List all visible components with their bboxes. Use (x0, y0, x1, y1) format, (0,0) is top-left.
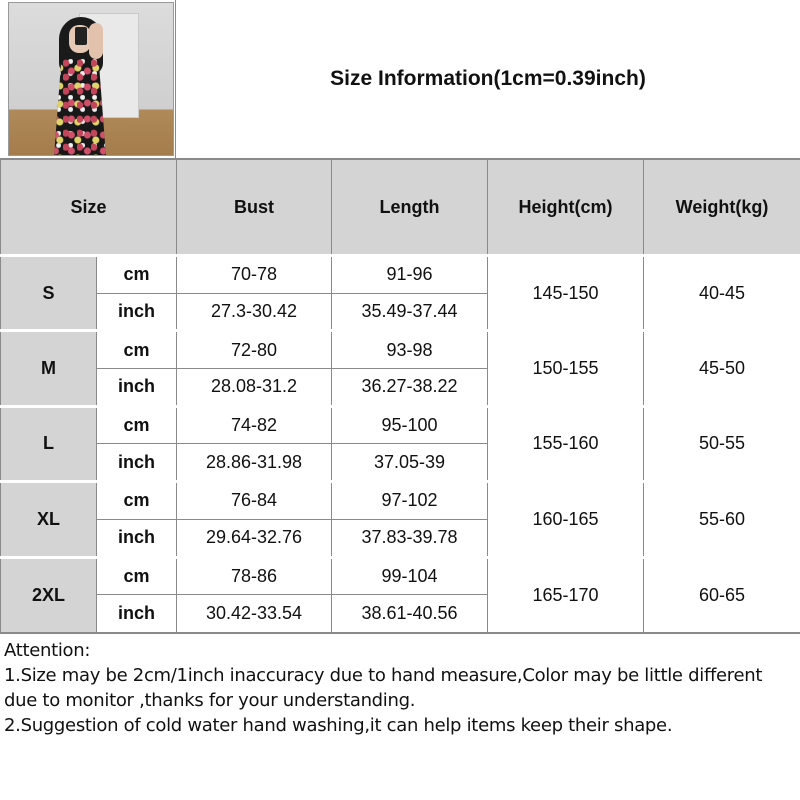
length-inch: 37.83-39.78 (332, 519, 488, 557)
notes-heading: Attention: (4, 640, 91, 661)
height-value: 145-150 (488, 256, 644, 331)
notes-line-1: 1.Size may be 2cm/1inch inaccuracy due to hand measure,Color may be little different due to monitor ,thanks for your understanding. (4, 665, 763, 711)
title-cell (176, 0, 800, 159)
size-label: XL (1, 482, 97, 557)
size-table (0, 159, 800, 633)
bust-inch: 27.3-30.42 (177, 293, 332, 331)
bust-inch: 30.42-33.54 (177, 595, 332, 633)
unit-inch: inch (97, 595, 177, 633)
length-cm: 95-100 (332, 406, 488, 444)
size-label: S (1, 256, 97, 331)
attention-notes (0, 633, 800, 800)
length-inch: 38.61-40.56 (332, 595, 488, 633)
photo-arm (89, 23, 103, 59)
unit-inch: inch (97, 369, 177, 407)
length-cm: 91-96 (332, 256, 488, 294)
weight-value: 50-55 (644, 406, 800, 481)
unit-inch: inch (97, 293, 177, 331)
length-cm: 93-98 (332, 331, 488, 369)
bust-cm: 72-80 (177, 331, 332, 369)
photo-phone (75, 27, 87, 45)
height-value: 150-155 (488, 331, 644, 406)
unit-cm: cm (97, 256, 177, 294)
height-value: 165-170 (488, 557, 644, 633)
size-label: M (1, 331, 97, 406)
height-value: 160-165 (488, 482, 644, 557)
notes-line-2: 2.Suggestion of cold water hand washing,it can help items keep their shape. (4, 715, 673, 736)
bust-cm: 78-86 (177, 557, 332, 595)
unit-cm: cm (97, 557, 177, 595)
size-label: 2XL (1, 557, 97, 633)
header-height: Height(cm) (488, 160, 644, 256)
bust-cm: 74-82 (177, 406, 332, 444)
size-label: L (1, 406, 97, 481)
header-length: Length (332, 160, 488, 256)
table-row (1, 406, 800, 444)
header-row (1, 160, 800, 256)
header-weight: Weight(kg) (644, 160, 800, 256)
header-size: Size (1, 160, 177, 256)
unit-inch: inch (97, 519, 177, 557)
bust-cm: 76-84 (177, 482, 332, 520)
unit-inch: inch (97, 444, 177, 482)
bust-inch: 28.86-31.98 (177, 444, 332, 482)
page-title: Size Information(1cm=0.39inch) (330, 67, 646, 90)
unit-cm: cm (97, 406, 177, 444)
table-row (1, 557, 800, 595)
product-photo-cell (0, 0, 176, 159)
height-value: 155-160 (488, 406, 644, 481)
weight-value: 40-45 (644, 256, 800, 331)
table-row (1, 482, 800, 520)
bust-inch: 28.08-31.2 (177, 369, 332, 407)
unit-cm: cm (97, 331, 177, 369)
weight-value: 45-50 (644, 331, 800, 406)
weight-value: 55-60 (644, 482, 800, 557)
length-inch: 36.27-38.22 (332, 369, 488, 407)
table-row (1, 331, 800, 369)
length-cm: 97-102 (332, 482, 488, 520)
length-inch: 35.49-37.44 (332, 293, 488, 331)
unit-cm: cm (97, 482, 177, 520)
header-bust: Bust (177, 160, 332, 256)
bust-cm: 70-78 (177, 256, 332, 294)
table-row (1, 256, 800, 294)
weight-value: 60-65 (644, 557, 800, 633)
product-photo (8, 2, 174, 156)
bust-inch: 29.64-32.76 (177, 519, 332, 557)
length-cm: 99-104 (332, 557, 488, 595)
length-inch: 37.05-39 (332, 444, 488, 482)
